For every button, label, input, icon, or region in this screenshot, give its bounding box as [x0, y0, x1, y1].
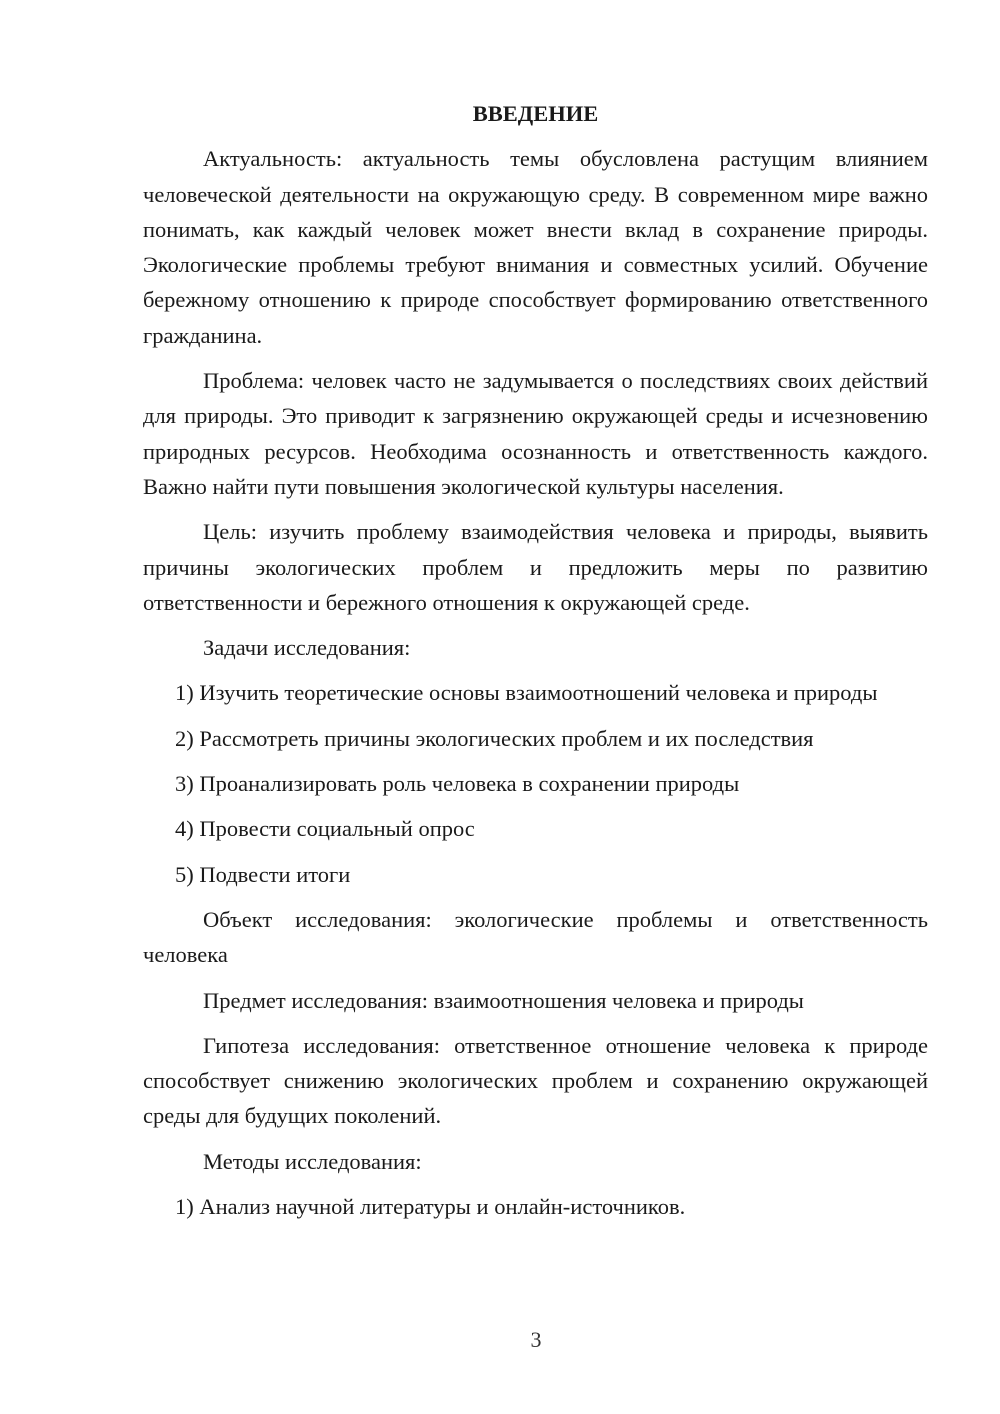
object-paragraph: Объект исследования: экологические проблемы и ответственность человека	[143, 906, 928, 968]
page-content	[143, 96, 928, 1234]
task-item: 1) Изучить теоретические основы взаимоотношений человека и природы	[175, 680, 878, 706]
tasks-heading: Задачи исследования:	[203, 635, 411, 661]
task-item: 5) Подвести итоги	[175, 861, 351, 887]
task-item: 4) Провести социальный опрос	[175, 816, 475, 842]
subject-paragraph: Предмет исследования: взаимоотношения человека и природы	[203, 987, 804, 1013]
relevance-paragraph: Актуальность: актуальность темы обусловлена растущим влиянием человеческой деятельности на окружающую среду. В современном мире важно понимать, как каждый человек может внести вклад в сохранение природы. Экологические проблемы требуют внимания и совместных усилий. Обучение бережному отношению к природе способствует формированию ответственного гражданина.	[143, 146, 928, 348]
hypothesis-paragraph: Гипотеза исследования: ответственное отношение человека к природе способствует снижению экологических проблем и сохранению окружающей среды для будущих поколений.	[143, 1032, 928, 1129]
method-item: 1) Анализ научной литературы и онлайн-источников.	[175, 1194, 686, 1220]
page-title: ВВЕДЕНИЕ	[472, 101, 599, 126]
task-item: 3) Проанализировать роль человека в сохранении природы	[175, 771, 740, 797]
page-number: 3	[530, 1327, 542, 1352]
problem-paragraph: Проблема: человек часто не задумывается о последствиях своих действий для природы. Это приводит к загрязнению окружающей среды и исчезновению природных ресурсов. Необходима осознанность и ответственность каждого. Важно найти пути повышения экологической культуры населения.	[143, 368, 928, 499]
goal-paragraph: Цель: изучить проблему взаимодействия человека и природы, выявить причины экологических проблем и предложить меры по развитию ответственности и бережного отношения к окружающей среде.	[143, 519, 928, 615]
task-item: 2) Рассмотреть причины экологических проблем и их последствия	[175, 725, 814, 751]
methods-heading: Методы исследования:	[203, 1148, 422, 1174]
